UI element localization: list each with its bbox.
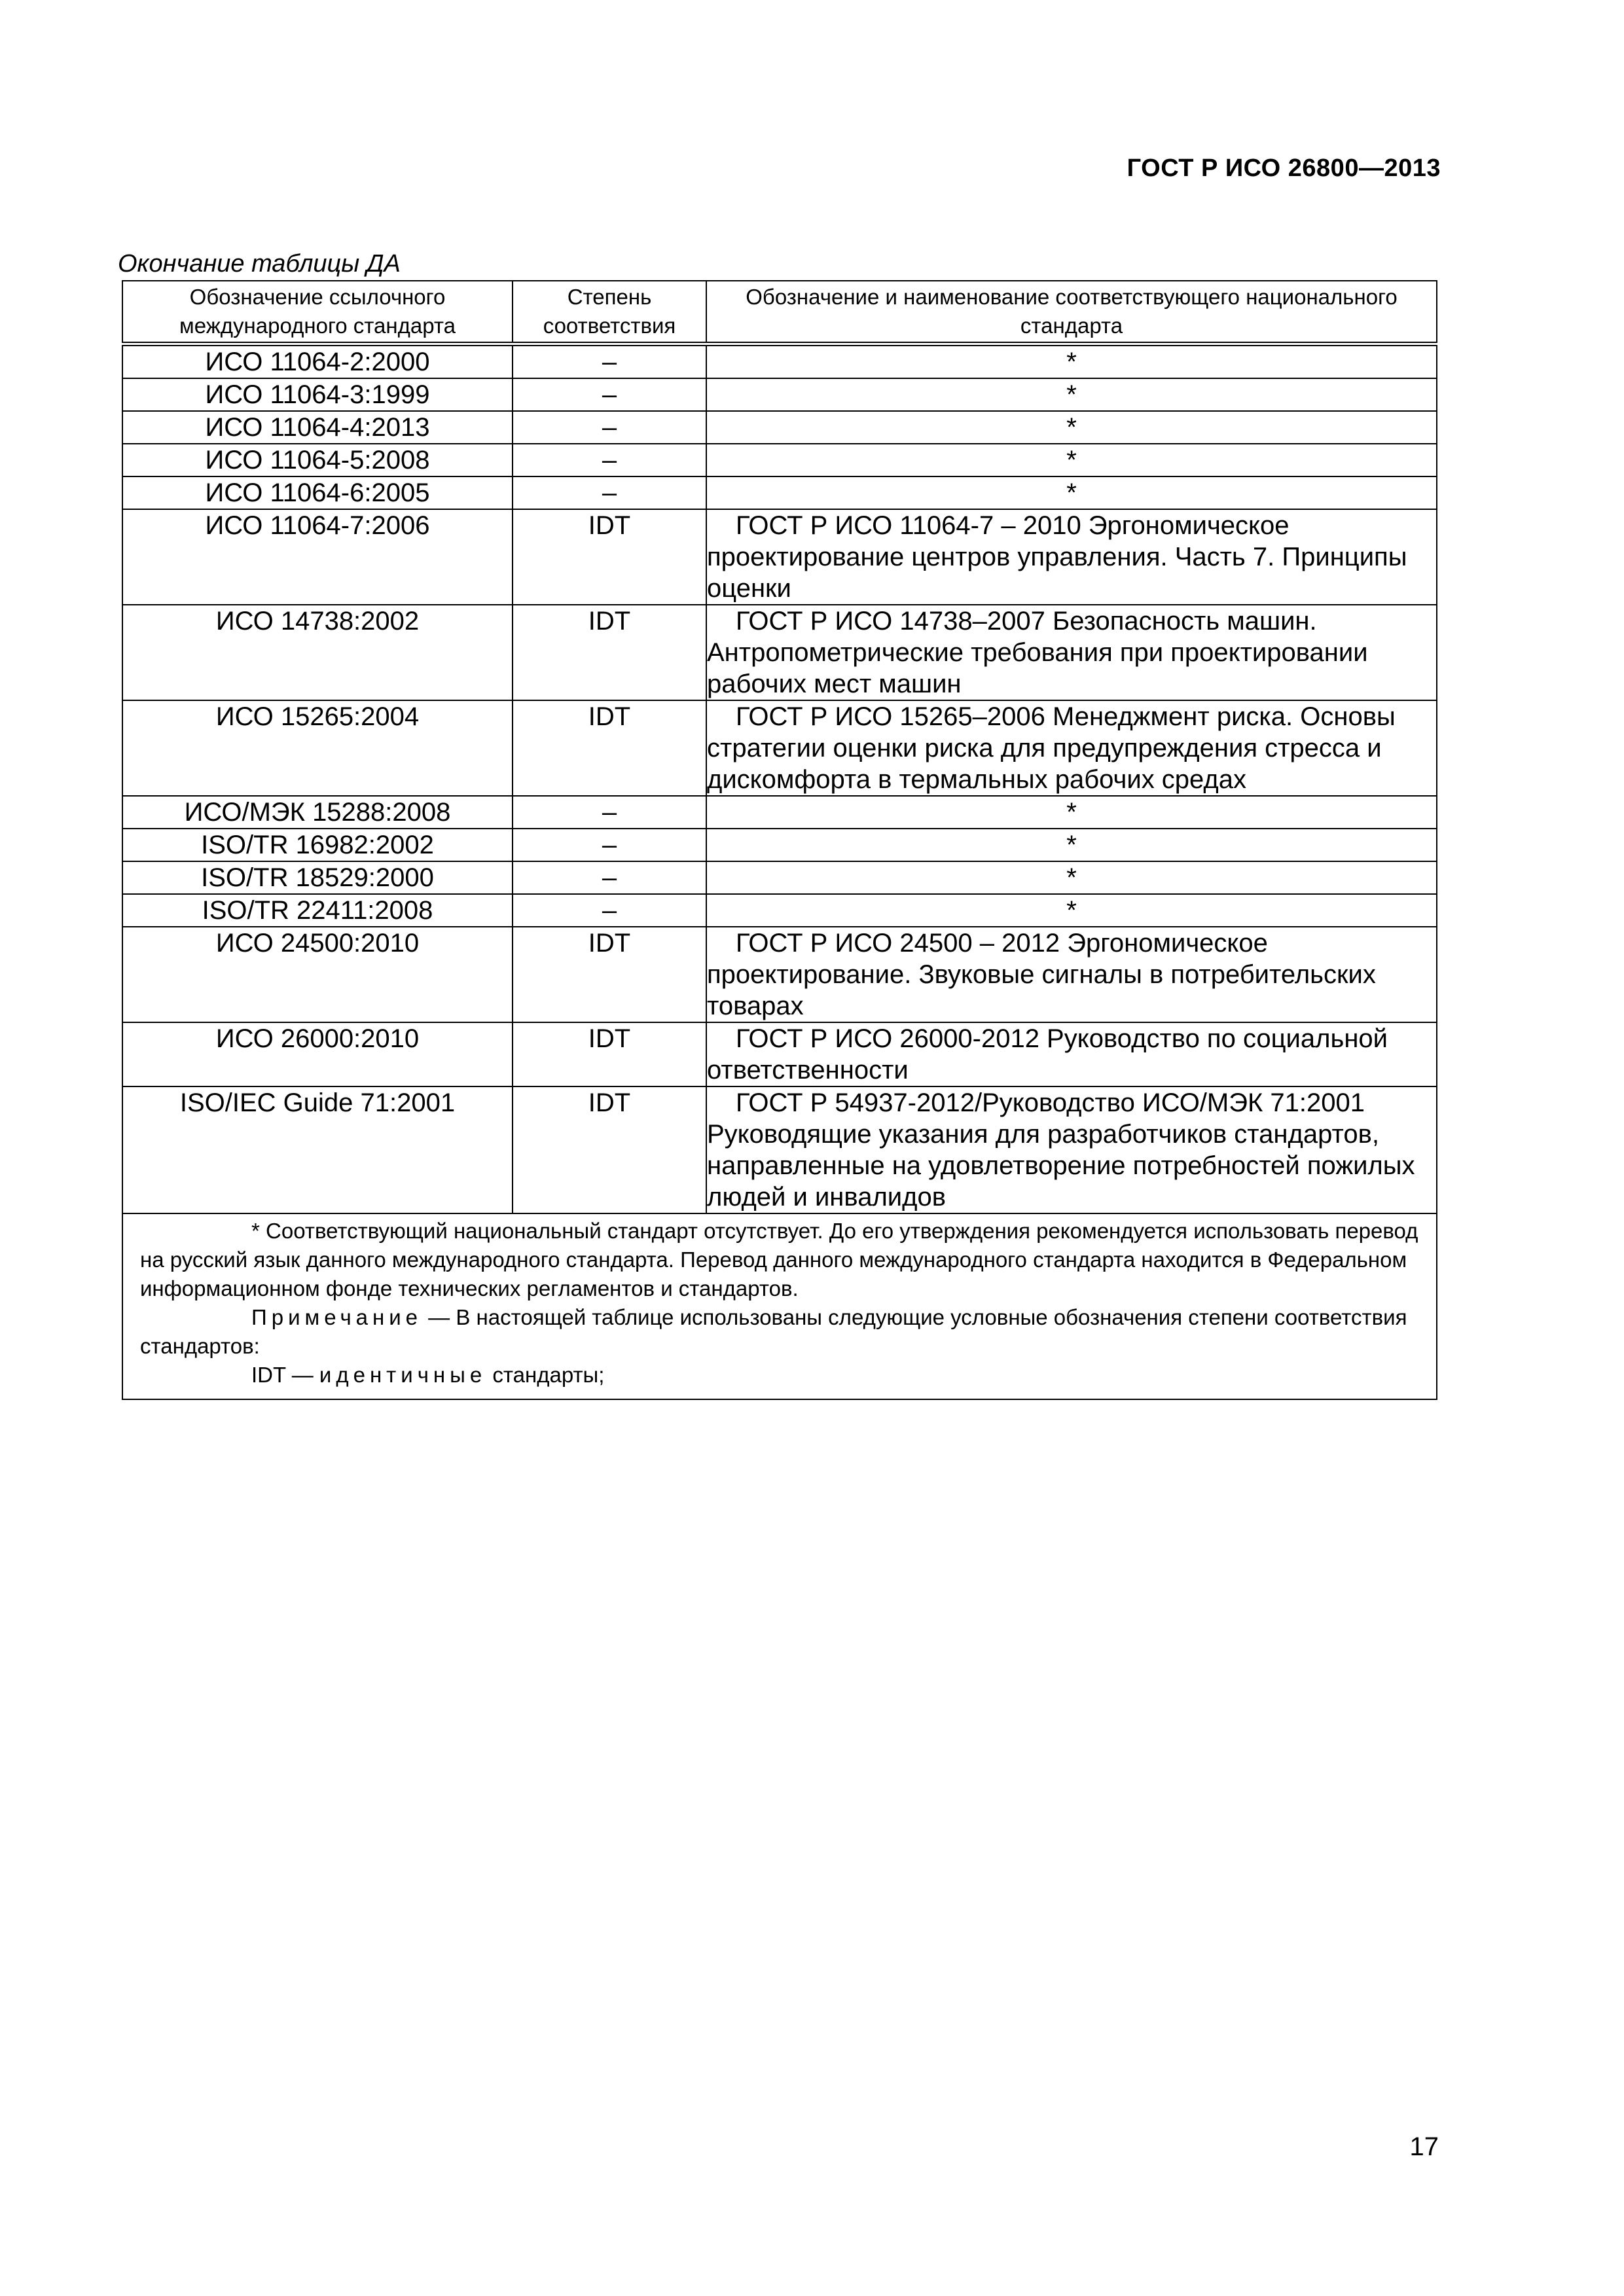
cell-international-code: ИСО 11064-4:2013 (122, 411, 513, 444)
cell-degree: – (513, 861, 706, 894)
cell-national-standard: * (706, 894, 1437, 927)
cell-international-code: ИСО 11064-6:2005 (122, 476, 513, 509)
cell-national-standard: * (706, 378, 1437, 411)
idt-dash: — (285, 1363, 319, 1387)
document-header: ГОСТ Р ИСО 26800—2013 (1127, 154, 1441, 182)
table-row (122, 829, 1437, 861)
table-row (122, 1022, 1437, 1086)
table-caption: Окончание таблицы ДА (118, 250, 401, 278)
cell-degree: IDT (513, 927, 706, 1022)
standards-table (122, 280, 1437, 1400)
cell-national-standard: * (706, 796, 1437, 829)
cell-degree: – (513, 829, 706, 861)
table-header-row (122, 281, 1437, 344)
idt-word: идентичные (319, 1363, 487, 1387)
cell-national-standard (706, 1022, 1437, 1086)
table-row (122, 444, 1437, 476)
cell-degree: – (513, 411, 706, 444)
column-header-national-standard: Обозначение и наименование соответствующего национального стандарта (706, 281, 1437, 344)
table-row (122, 700, 1437, 796)
cell-degree: IDT (513, 509, 706, 605)
cell-national-standard: * (706, 411, 1437, 444)
cell-international-code: ИСО 11064-2:2000 (122, 344, 513, 379)
cell-degree: – (513, 894, 706, 927)
national-standard-text: ГОСТ Р 54937-2012/Руководство ИСО/МЭК 71:2001 Руководящие указания для разработчиков стандартов, направленные на удовлетворение потребностей пожилых людей и инвалидов (707, 1088, 1415, 1211)
cell-national-standard (706, 700, 1437, 796)
table-row (122, 605, 1437, 700)
page-number: 17 (1409, 2132, 1439, 2161)
footnote-cell (122, 1213, 1437, 1399)
cell-national-standard: * (706, 861, 1437, 894)
table-row (122, 378, 1437, 411)
table-row (122, 411, 1437, 444)
cell-degree: – (513, 444, 706, 476)
cell-degree: IDT (513, 1022, 706, 1086)
cell-national-standard (706, 927, 1437, 1022)
table-row (122, 509, 1437, 605)
national-standard-text: ГОСТ Р ИСО 15265–2006 Менеджмент риска. Основы стратегии оценки риска для предупреждения стресса и дискомфорта в термальных рабочих средах (707, 702, 1396, 794)
footnote-star-note: * Соответствующий национальный стандарт отсутствует. До его утверждения рекомендуется использовать перевод на русский язык данного международного стандарта. Перевод данного международного стандарта находится в Федеральном информационном фонде технических регламентов и стандартов. (140, 1219, 1418, 1300)
cell-degree: – (513, 476, 706, 509)
cell-degree: – (513, 796, 706, 829)
cell-degree: – (513, 378, 706, 411)
table-row (122, 476, 1437, 509)
table-row (122, 344, 1437, 379)
cell-international-code: ИСО 14738:2002 (122, 605, 513, 700)
footnote-note (140, 1303, 1419, 1361)
table-row (122, 861, 1437, 894)
table-body (122, 344, 1437, 1214)
column-header-international-code: Обозначение ссылочного международного стандарта (122, 281, 513, 344)
national-standard-text: ГОСТ Р ИСО 11064-7 – 2010 Эргономическое проектирование центров управления. Часть 7. Принципы оценки (707, 511, 1407, 603)
cell-international-code: ИСО 24500:2010 (122, 927, 513, 1022)
column-header-degree: Степень соответствия (513, 281, 706, 344)
note-label: Примечание (251, 1305, 423, 1329)
cell-international-code: ISO/TR 18529:2000 (122, 861, 513, 894)
cell-degree: IDT (513, 605, 706, 700)
table-row (122, 927, 1437, 1022)
footnote-idt-definition (140, 1361, 1419, 1390)
cell-national-standard: * (706, 344, 1437, 379)
footnote-row (122, 1213, 1437, 1399)
cell-international-code: ИСО 11064-7:2006 (122, 509, 513, 605)
cell-international-code: ISO/TR 16982:2002 (122, 829, 513, 861)
cell-international-code: ИСО 11064-5:2008 (122, 444, 513, 476)
cell-degree: – (513, 344, 706, 379)
national-standard-text: ГОСТ Р ИСО 14738–2007 Безопасность машин. Антропометрические требования при проектировании рабочих мест машин (707, 607, 1368, 698)
cell-international-code: ИСО 11064-3:1999 (122, 378, 513, 411)
note-text: — В настоящей таблице использованы следующие условные обозначения степени соответствия стандартов: (140, 1305, 1407, 1358)
national-standard-text: ГОСТ Р ИСО 26000-2012 Руководство по социальной ответственности (707, 1024, 1388, 1085)
idt-rest: стандарты; (486, 1363, 605, 1387)
national-standard-text: ГОСТ Р ИСО 24500 – 2012 Эргономическое проектирование. Звуковые сигналы в потребительских товарах (707, 929, 1376, 1020)
cell-degree: IDT (513, 700, 706, 796)
cell-international-code: ISO/TR 22411:2008 (122, 894, 513, 927)
idt-code: IDT (251, 1363, 286, 1387)
cell-international-code: ISO/IEC Guide 71:2001 (122, 1086, 513, 1213)
cell-national-standard (706, 605, 1437, 700)
cell-national-standard: * (706, 476, 1437, 509)
cell-international-code: ИСО 15265:2004 (122, 700, 513, 796)
cell-national-standard (706, 1086, 1437, 1213)
cell-international-code: ИСО 26000:2010 (122, 1022, 513, 1086)
cell-degree: IDT (513, 1086, 706, 1213)
cell-international-code: ИСО/МЭК 15288:2008 (122, 796, 513, 829)
table-row (122, 1086, 1437, 1213)
cell-national-standard: * (706, 829, 1437, 861)
table-row (122, 796, 1437, 829)
cell-national-standard: * (706, 444, 1437, 476)
cell-national-standard (706, 509, 1437, 605)
table-row (122, 894, 1437, 927)
